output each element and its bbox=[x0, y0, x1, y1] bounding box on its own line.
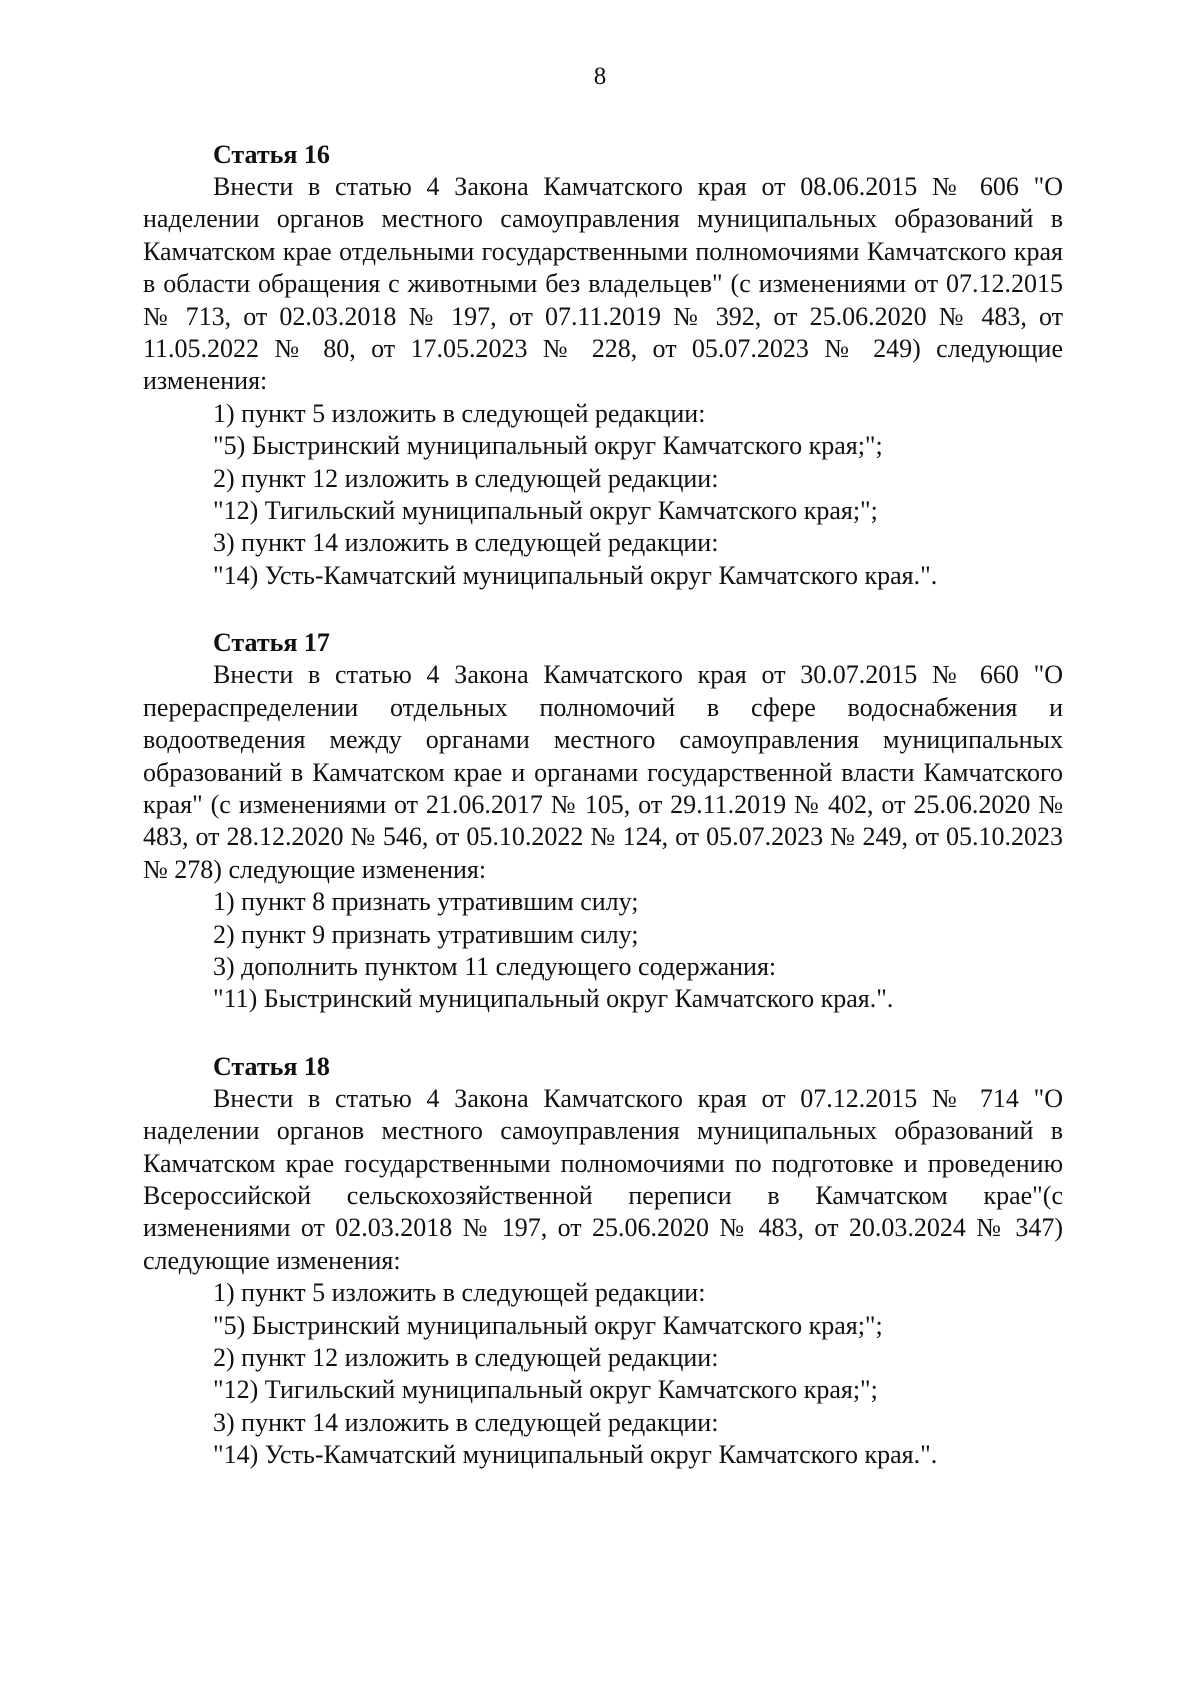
list-item: "11) Быстринский муниципальный округ Камчатского края.". bbox=[213, 984, 894, 1014]
list-item: 3) пункт 14 изложить в следующей редакции: bbox=[213, 1407, 719, 1437]
list-item: 2) пункт 12 изложить в следующей редакции: bbox=[213, 463, 719, 493]
article-title: Статья 17 bbox=[213, 628, 330, 658]
list-item: "5) Быстринский муниципальный округ Камчатского края;"; bbox=[213, 431, 883, 461]
list-item: "12) Тигильский муниципальный округ Камчатского края;"; bbox=[213, 1375, 878, 1405]
document-content bbox=[143, 138, 1063, 1506]
article-title: Статья 16 bbox=[213, 140, 330, 169]
article-17 bbox=[143, 626, 1063, 1015]
article-18 bbox=[143, 1050, 1063, 1472]
article-title: Статья 18 bbox=[213, 1051, 330, 1081]
list-item: 3) пункт 14 изложить в следующей редакции: bbox=[213, 528, 719, 558]
article-16 bbox=[143, 138, 1063, 592]
list-item: 1) пункт 5 изложить в следующей редакции: bbox=[213, 398, 706, 428]
list-item: 1) пункт 5 изложить в следующей редакции: bbox=[213, 1278, 706, 1308]
list-item: 3) дополнить пунктом 11 следующего содержания: bbox=[213, 951, 777, 981]
article-body: Внести в статью 4 Закона Камчатского края от 08.06.2015 № 606 "О наделении органов местного самоуправления муниципальных образований в Камчатском крае отдельными государственными полномочиями Камчатского края в области обращения с животными без владельцев" (с изменениями от 07.12.2015 № 713, от 02.03.2018 № 197, от 07.11.2019 № 392, от 25.06.2020 № 483, от 11.05.2022 № 80, от 17.05.2023 № 228, от 05.07.2023 № 249) следующие изменения: bbox=[143, 172, 1063, 396]
list-item: "14) Усть-Камчатский муниципальный округ Камчатского края.". bbox=[213, 1440, 938, 1470]
list-item: "5) Быстринский муниципальный округ Камчатского края;"; bbox=[213, 1310, 883, 1340]
list-item: "14) Усть-Камчатский муниципальный округ Камчатского края.". bbox=[213, 560, 938, 590]
list-item: 2) пункт 12 изложить в следующей редакции: bbox=[213, 1343, 719, 1372]
list-item: 1) пункт 8 признать утратившим силу; bbox=[213, 887, 639, 917]
article-body: Внести в статью 4 Закона Камчатского края от 07.12.2015 № 714 "О наделении органов местного самоуправления муниципальных образований в Камчатском крае государственными полномочиями по подготовке и проведению Всероссийской сельскохозяйственной переписи в Камчатском крае"(с изменениями от 02.03.2018 № 197, от 25.06.2020 № 483, от 20.03.2024 № 347) следующие изменения: bbox=[143, 1083, 1063, 1275]
list-item: 2) пункт 9 признать утратившим силу; bbox=[213, 919, 639, 949]
page-number: 8 bbox=[593, 63, 607, 90]
list-item: "12) Тигильский муниципальный округ Камчатского края;"; bbox=[213, 496, 878, 526]
article-body: Внести в статью 4 Закона Камчатского края от 30.07.2015 № 660 "О перераспределении отдельных полномочий в сфере водоснабжения и водоотведения между органами местного самоуправления муниципальных образований в Камчатском крае и органами государственной власти Камчатского края" (с изменениями от 21.06.2017 № 105, от 29.11.2019 № 402, от 25.06.2020 № 483, от 28.12.2020 № 546, от 05.10.2022 № 124, от 05.07.2023 № 249, от 05.10.2023 № 278) следующие изменения: bbox=[143, 660, 1063, 884]
